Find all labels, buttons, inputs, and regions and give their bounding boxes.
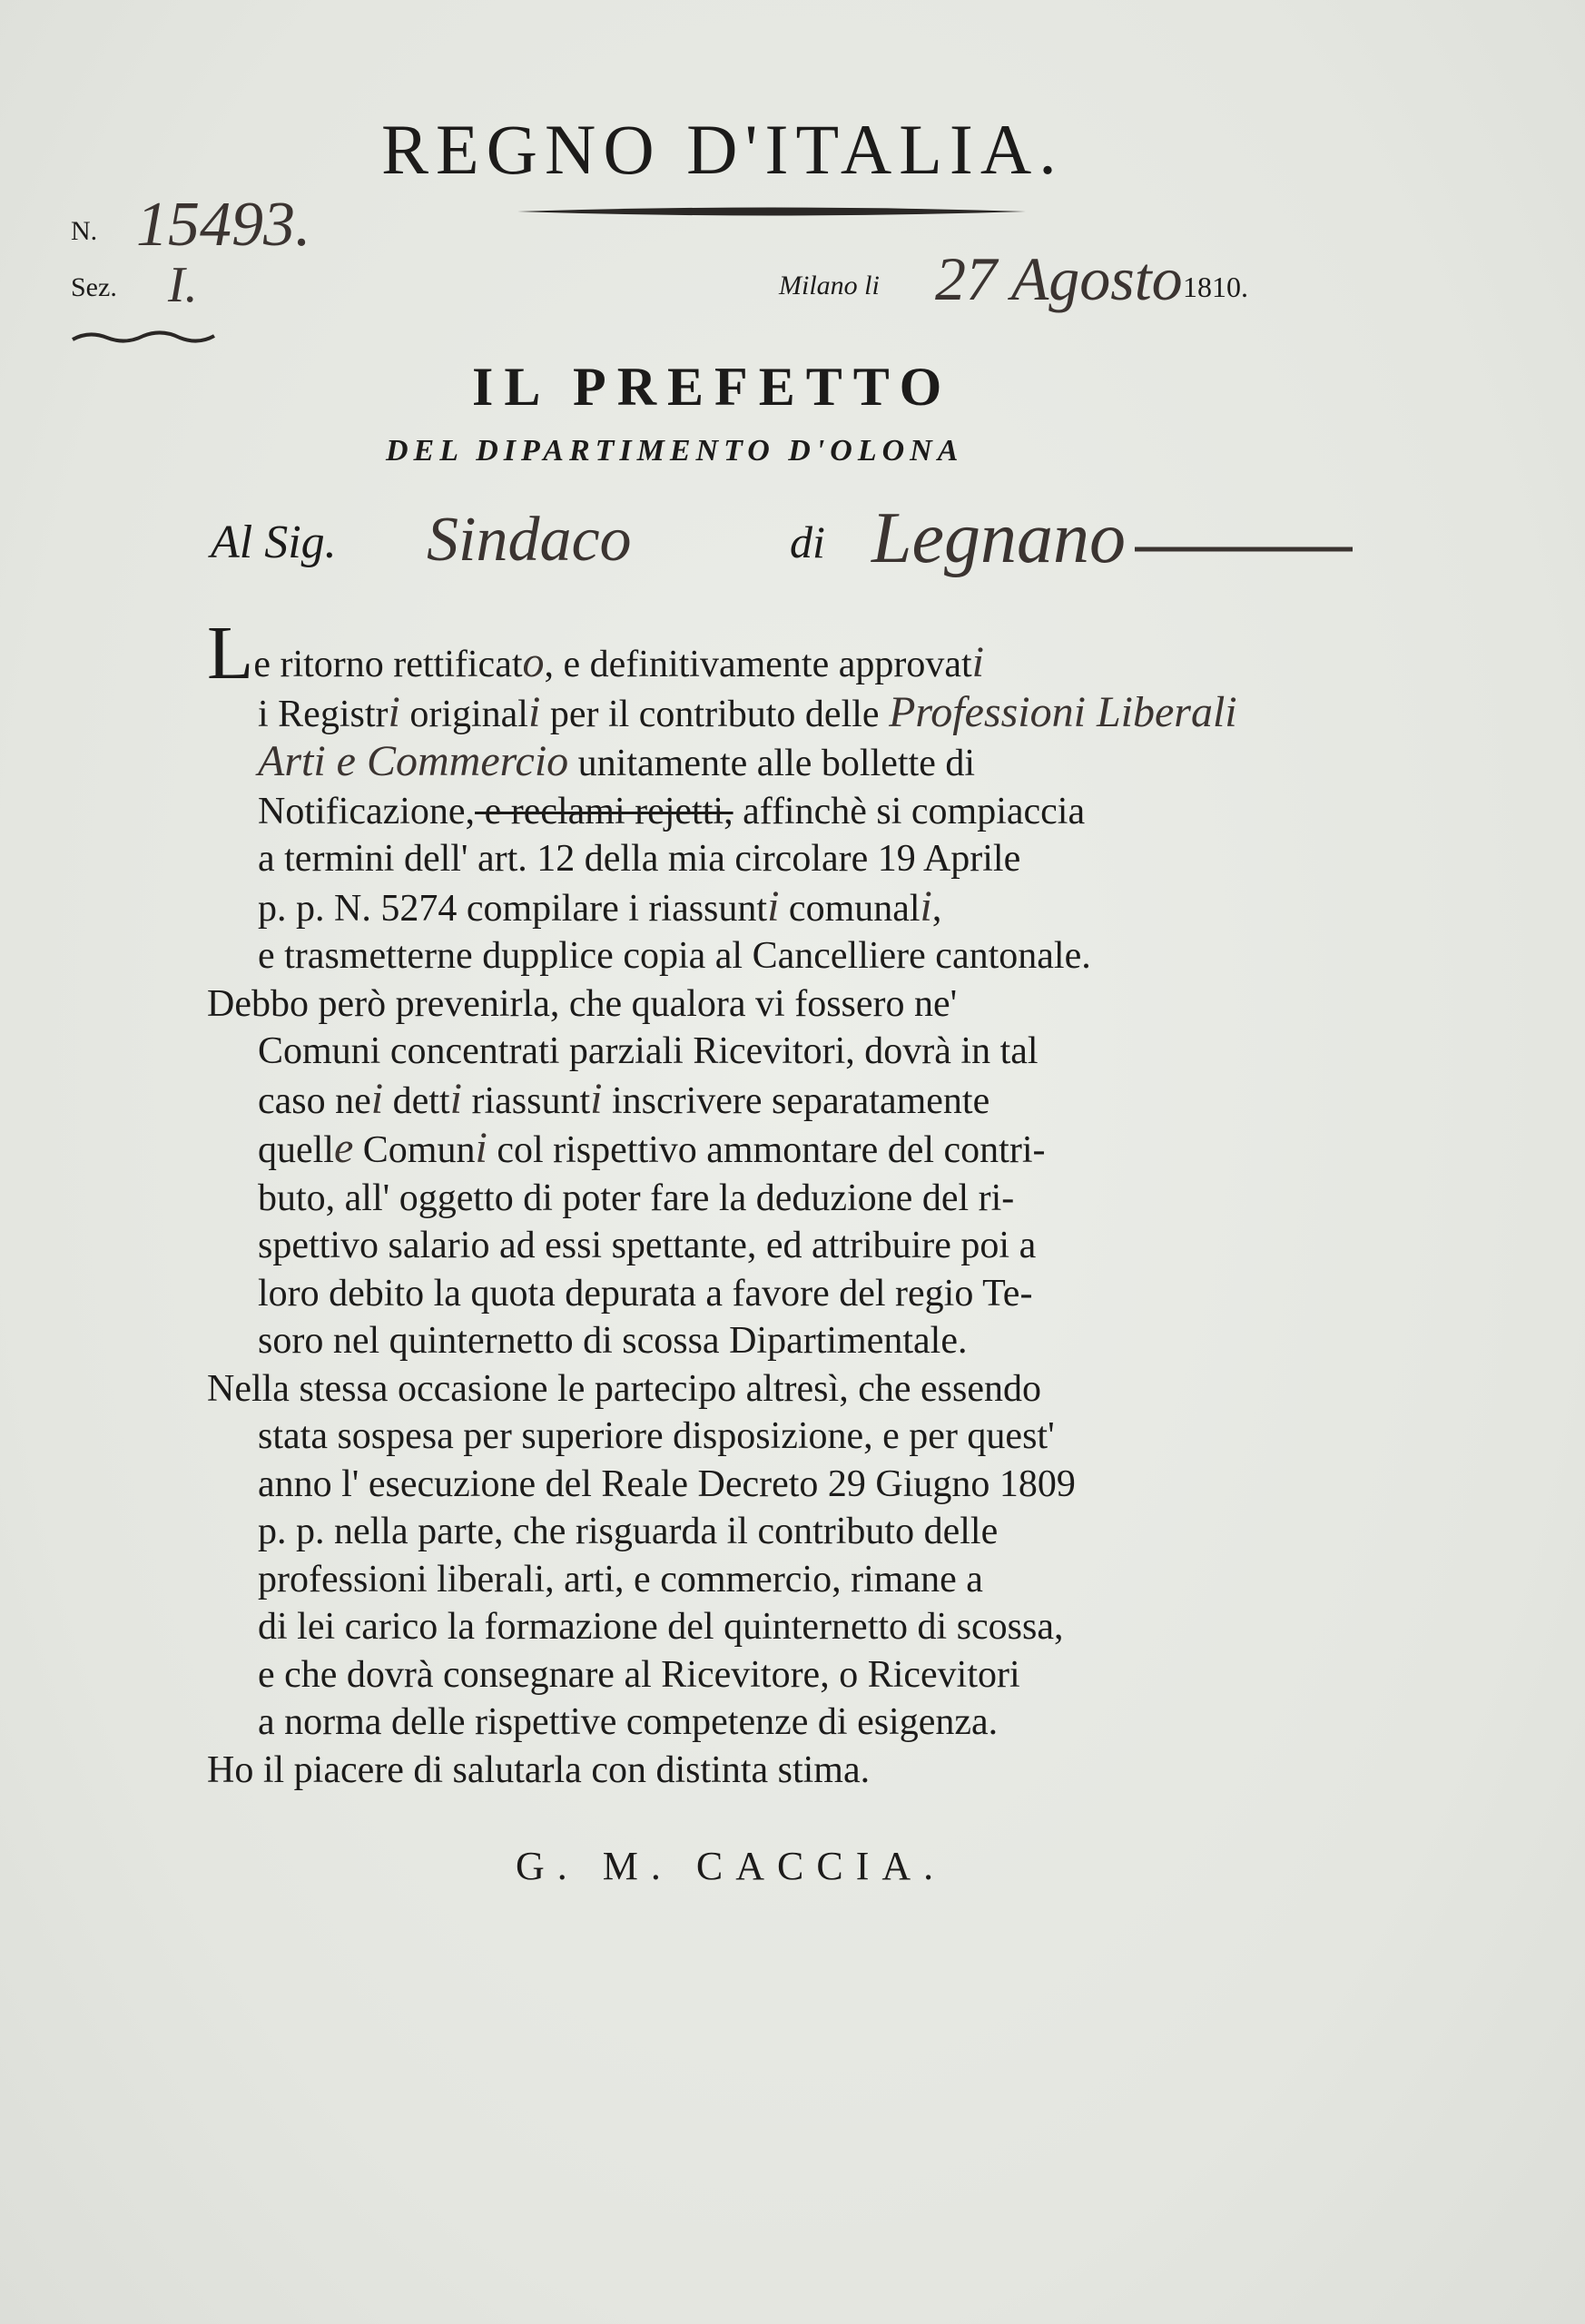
body-line-3: Arti e Commercio unitamente alle bollette di [258, 737, 976, 785]
issuer-department: DEL DIPARTIMENTO D'OLONA [386, 434, 964, 468]
body-line-4: Notificazione, e reclami rejetti, affinchè si compiaccia [258, 790, 1086, 832]
body-line-24: Ho il piacere di salutarla con distinta stima. [207, 1748, 871, 1791]
title-underline [517, 205, 1026, 218]
body-line-2: i Registri originali per il contributo delle Professioni Liberali [258, 687, 1237, 736]
body-line-5: a termini dell' art. 12 della mia circolare 19 Aprile [258, 838, 1021, 880]
body-line-22: e che dovrà consegnare al Ricevitore, o Ricevitori [258, 1653, 1020, 1696]
body-line-19: p. p. nella parte, che risguarda il contributo delle [258, 1511, 999, 1552]
body-line-23: a norma delle rispettive competenze di esigenza. [258, 1701, 999, 1743]
body-line-7: e trasmetterne dupplice copia al Cancelliere cantonale. [258, 935, 1091, 977]
body-line-1: Le ritorno rettificato, e definitivamente approvati [207, 611, 985, 695]
protocol-number-handwritten: 15493. [136, 190, 311, 260]
body-line-11: quelle Comuni col rispettivo ammontare del contri- [258, 1124, 1046, 1172]
place-of-issue: Milano li [779, 271, 880, 300]
body-line-13: spettivo salario ad essi spettante, ed attribuire poi a [258, 1225, 1037, 1266]
body-line-14: loro debito la quota depurata a favore del regio Te- [258, 1272, 1033, 1315]
body-line-15: soro nel quinternetto di scossa Dipartimentale. [258, 1320, 968, 1362]
body-line-21: di lei carico la formazione del quinternetto di scossa, [258, 1606, 1064, 1648]
body-line-12: buto, all' oggetto di poter fare la deduzione del ri- [258, 1177, 1015, 1219]
body-line-6: p. p. N. 5274 compilare i riassunti comunali, [258, 881, 942, 931]
section-label: Sez. [71, 272, 117, 302]
body-line-20: professioni liberali, arti, e commercio, rimane a [258, 1558, 983, 1600]
signature: G. M. CACCIA. [516, 1844, 947, 1888]
town-underline [1135, 545, 1353, 554]
protocol-number-label: N. [71, 216, 98, 246]
addressee-label: Al Sig. [211, 517, 337, 568]
addressee-name-handwritten: Sindaco [427, 505, 632, 575]
section-flourish [71, 327, 216, 349]
body-line-9: Comuni concentrati parziali Ricevitori, dovrà in tal [258, 1030, 1039, 1072]
date-year: 1810. [1183, 271, 1248, 303]
addressee-connector: di [790, 517, 825, 567]
section-handwritten: I. [168, 257, 198, 313]
body-line-18: anno l' esecuzione del Reale Decreto 29 Giugno 1809 [258, 1462, 1076, 1505]
document-title: REGNO D'ITALIA. [381, 110, 1064, 189]
body-line-8: Debbo però prevenirla, che qualora vi fossero ne' [207, 982, 958, 1025]
date-handwritten: 27 Agosto [935, 244, 1183, 313]
letter-body [207, 611, 1342, 1794]
addressee-town-handwritten: Legnano [871, 498, 1126, 578]
body-line-10: caso nei detti riassunti inscrivere separatamente [258, 1074, 990, 1123]
issuer-title: IL PREFETTO [472, 357, 953, 417]
body-line-17: stata sospesa per superiore disposizione, e per quest' [258, 1415, 1055, 1457]
body-line-16: Nella stessa occasione le partecipo altresì, che essendo [207, 1367, 1041, 1410]
